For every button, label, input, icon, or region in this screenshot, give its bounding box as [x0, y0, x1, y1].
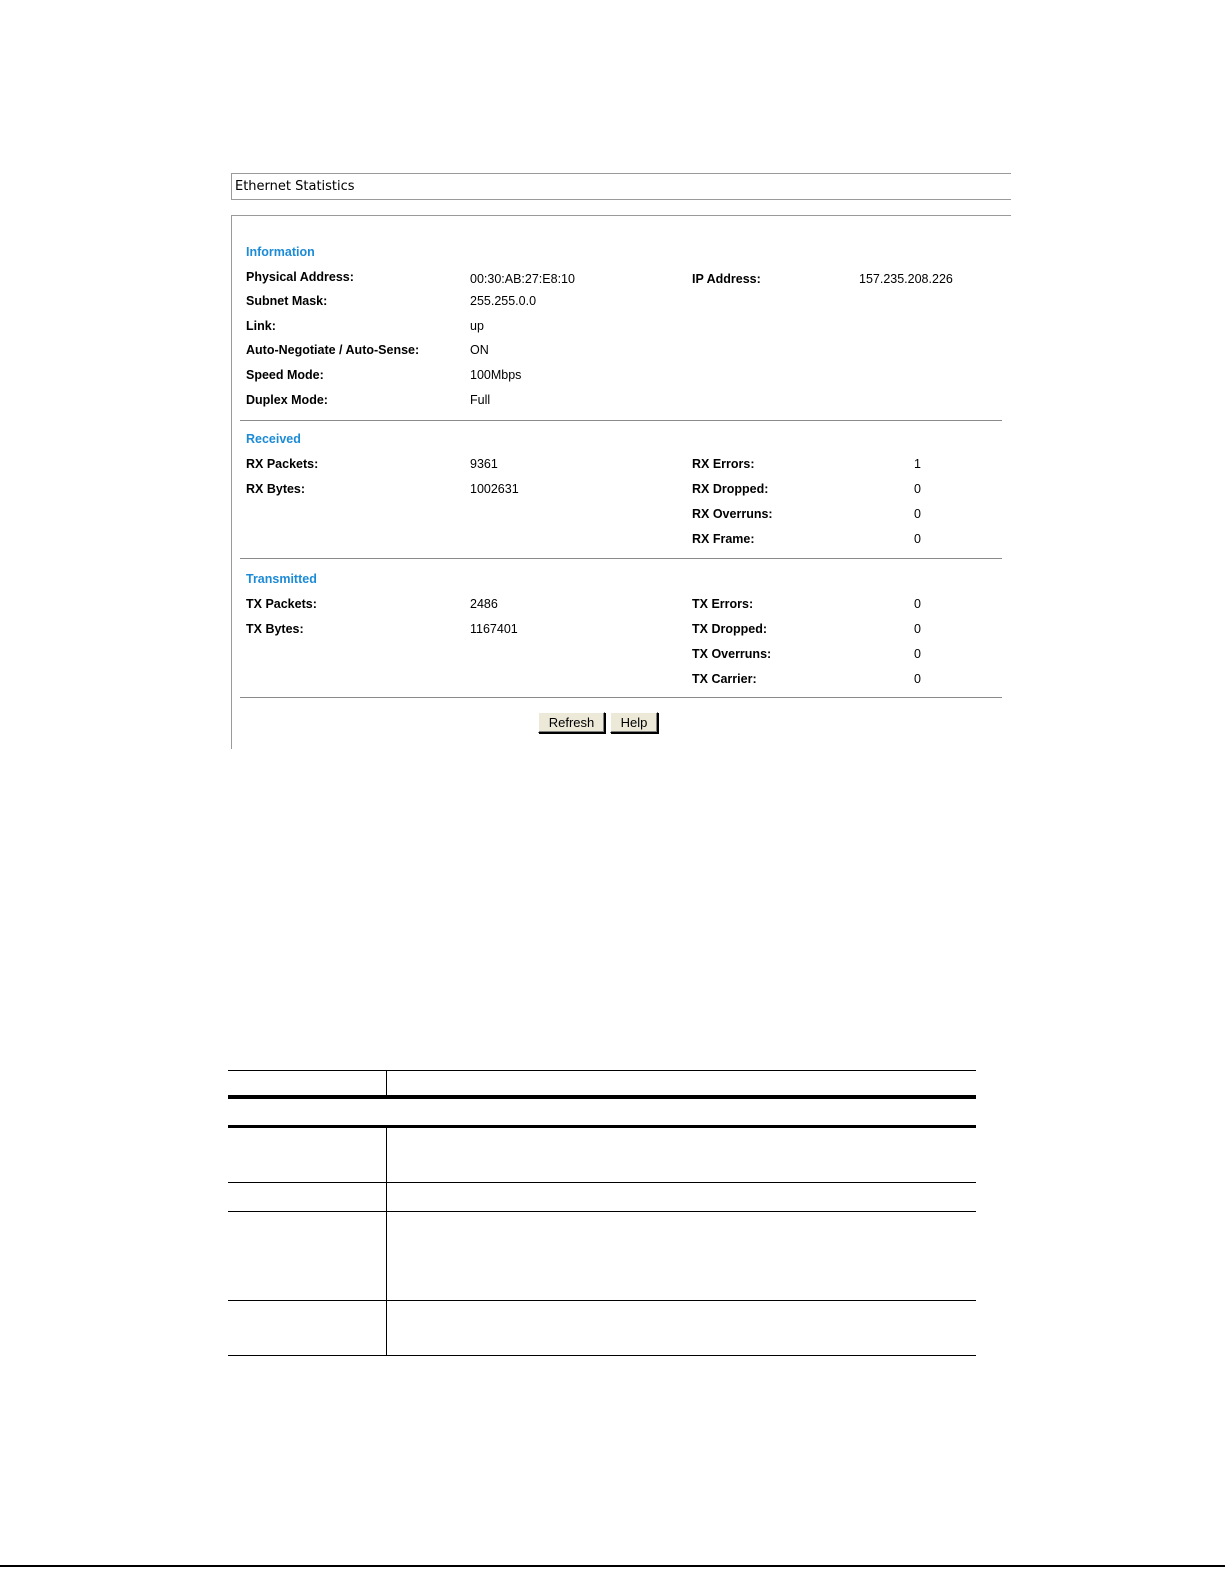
table-column-divider	[386, 1126, 387, 1356]
rx-dropped-value: 0	[914, 482, 921, 496]
help-button[interactable]: Help	[610, 712, 658, 733]
table-column-divider	[386, 1070, 387, 1096]
subnet-mask-value: 255.255.0.0	[470, 294, 537, 308]
section-divider	[240, 420, 1002, 421]
speed-mode-label: Speed Mode:	[246, 368, 324, 382]
table-rule	[228, 1300, 976, 1301]
rx-errors-value: 1	[914, 457, 921, 471]
section-title-received: Received	[246, 432, 301, 446]
rx-overruns-value: 0	[914, 507, 921, 521]
tx-packets-value: 2486	[470, 597, 498, 611]
tx-overruns-value: 0	[914, 647, 921, 661]
rx-errors-label: RX Errors:	[692, 457, 755, 471]
tx-errors-label: TX Errors:	[692, 597, 754, 611]
description-table	[228, 1070, 976, 1357]
tx-bytes-label: TX Bytes:	[246, 622, 304, 636]
table-rule	[228, 1211, 976, 1212]
tx-dropped-value: 0	[914, 622, 921, 636]
speed-mode-value: 100Mbps	[470, 368, 522, 382]
section-divider	[240, 697, 1002, 698]
tx-dropped-label: TX Dropped:	[692, 622, 767, 636]
rx-bytes-label: RX Bytes:	[246, 482, 306, 496]
rx-frame-label: RX Frame:	[692, 532, 755, 546]
auto-negotiate-value: ON	[470, 343, 489, 357]
refresh-button[interactable]: Refresh	[538, 712, 605, 733]
physical-address-label: Physical Address:	[246, 270, 354, 284]
table-rule	[228, 1125, 976, 1128]
statistics-panel	[231, 215, 1011, 749]
section-title-transmitted: Transmitted	[246, 572, 317, 586]
link-label: Link:	[246, 319, 276, 333]
rx-bytes-value: 1002631	[470, 482, 519, 496]
rx-packets-value: 9361	[470, 457, 498, 471]
tx-packets-label: TX Packets:	[246, 597, 317, 611]
window-title: Ethernet Statistics	[235, 179, 355, 194]
table-rule	[228, 1070, 976, 1071]
table-rule	[228, 1355, 976, 1356]
rx-overruns-label: RX Overruns:	[692, 507, 773, 521]
duplex-mode-value: Full	[470, 393, 491, 407]
tx-overruns-label: TX Overruns:	[692, 647, 772, 661]
rx-dropped-label: RX Dropped:	[692, 482, 769, 496]
ip-address-label: IP Address:	[692, 272, 761, 286]
table-rule	[228, 1182, 976, 1183]
rx-frame-value: 0	[914, 532, 921, 546]
auto-negotiate-label: Auto-Negotiate / Auto-Sense:	[246, 343, 420, 357]
duplex-mode-label: Duplex Mode:	[246, 393, 328, 407]
rx-packets-label: RX Packets:	[246, 457, 319, 471]
tx-carrier-value: 0	[914, 672, 921, 686]
ip-address-value: 157.235.208.226	[859, 272, 953, 286]
tx-bytes-value: 1167401	[470, 622, 518, 636]
page-footer-rule	[0, 1565, 1225, 1567]
link-value: up	[470, 319, 484, 333]
tx-errors-value: 0	[914, 597, 921, 611]
tx-carrier-label: TX Carrier:	[692, 672, 757, 686]
subnet-mask-label: Subnet Mask:	[246, 294, 328, 308]
section-divider	[240, 558, 1002, 559]
table-rule	[228, 1095, 976, 1099]
physical-address-value: 00:30:AB:27:E8:10	[470, 272, 575, 286]
section-title-information: Information	[246, 245, 315, 259]
window-title-bar	[231, 173, 1011, 200]
